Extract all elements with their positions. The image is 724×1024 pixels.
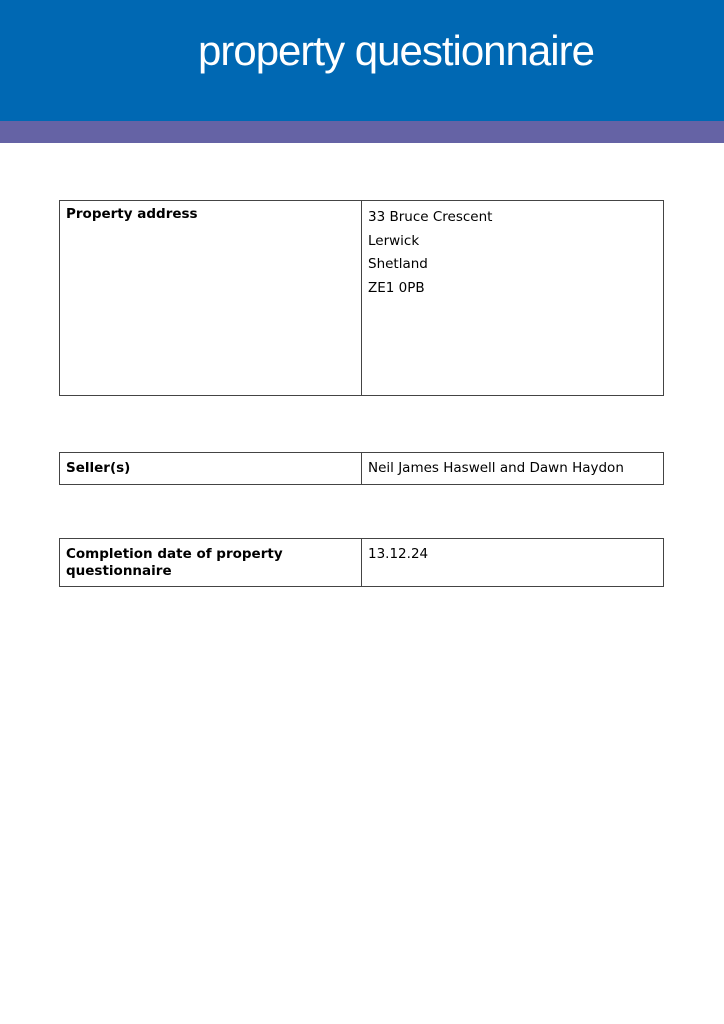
property-address-table bbox=[59, 200, 664, 396]
header-band bbox=[0, 0, 724, 121]
sellers-value: Neil James Haswell and Dawn Haydon bbox=[362, 453, 664, 485]
completion-date-label: Completion date of property questionnaire bbox=[60, 539, 362, 587]
accent-stripe bbox=[0, 121, 724, 143]
table-row bbox=[60, 201, 664, 396]
property-address-value bbox=[362, 201, 664, 396]
address-line-2: Lerwick bbox=[368, 232, 420, 249]
sellers-table bbox=[59, 452, 664, 485]
address-line-1: 33 Bruce Crescent bbox=[368, 209, 493, 225]
property-address-label: Property address bbox=[60, 201, 362, 396]
table-row bbox=[60, 453, 664, 485]
table-row bbox=[60, 539, 664, 587]
address-line-4: ZE1 0PB bbox=[368, 279, 425, 296]
address-line-3: Shetland bbox=[368, 256, 428, 272]
sellers-label: Seller(s) bbox=[60, 453, 362, 485]
completion-date-table bbox=[59, 538, 664, 587]
completion-date-value: 13.12.24 bbox=[362, 539, 664, 587]
page-title: property questionnaire bbox=[198, 27, 594, 74]
